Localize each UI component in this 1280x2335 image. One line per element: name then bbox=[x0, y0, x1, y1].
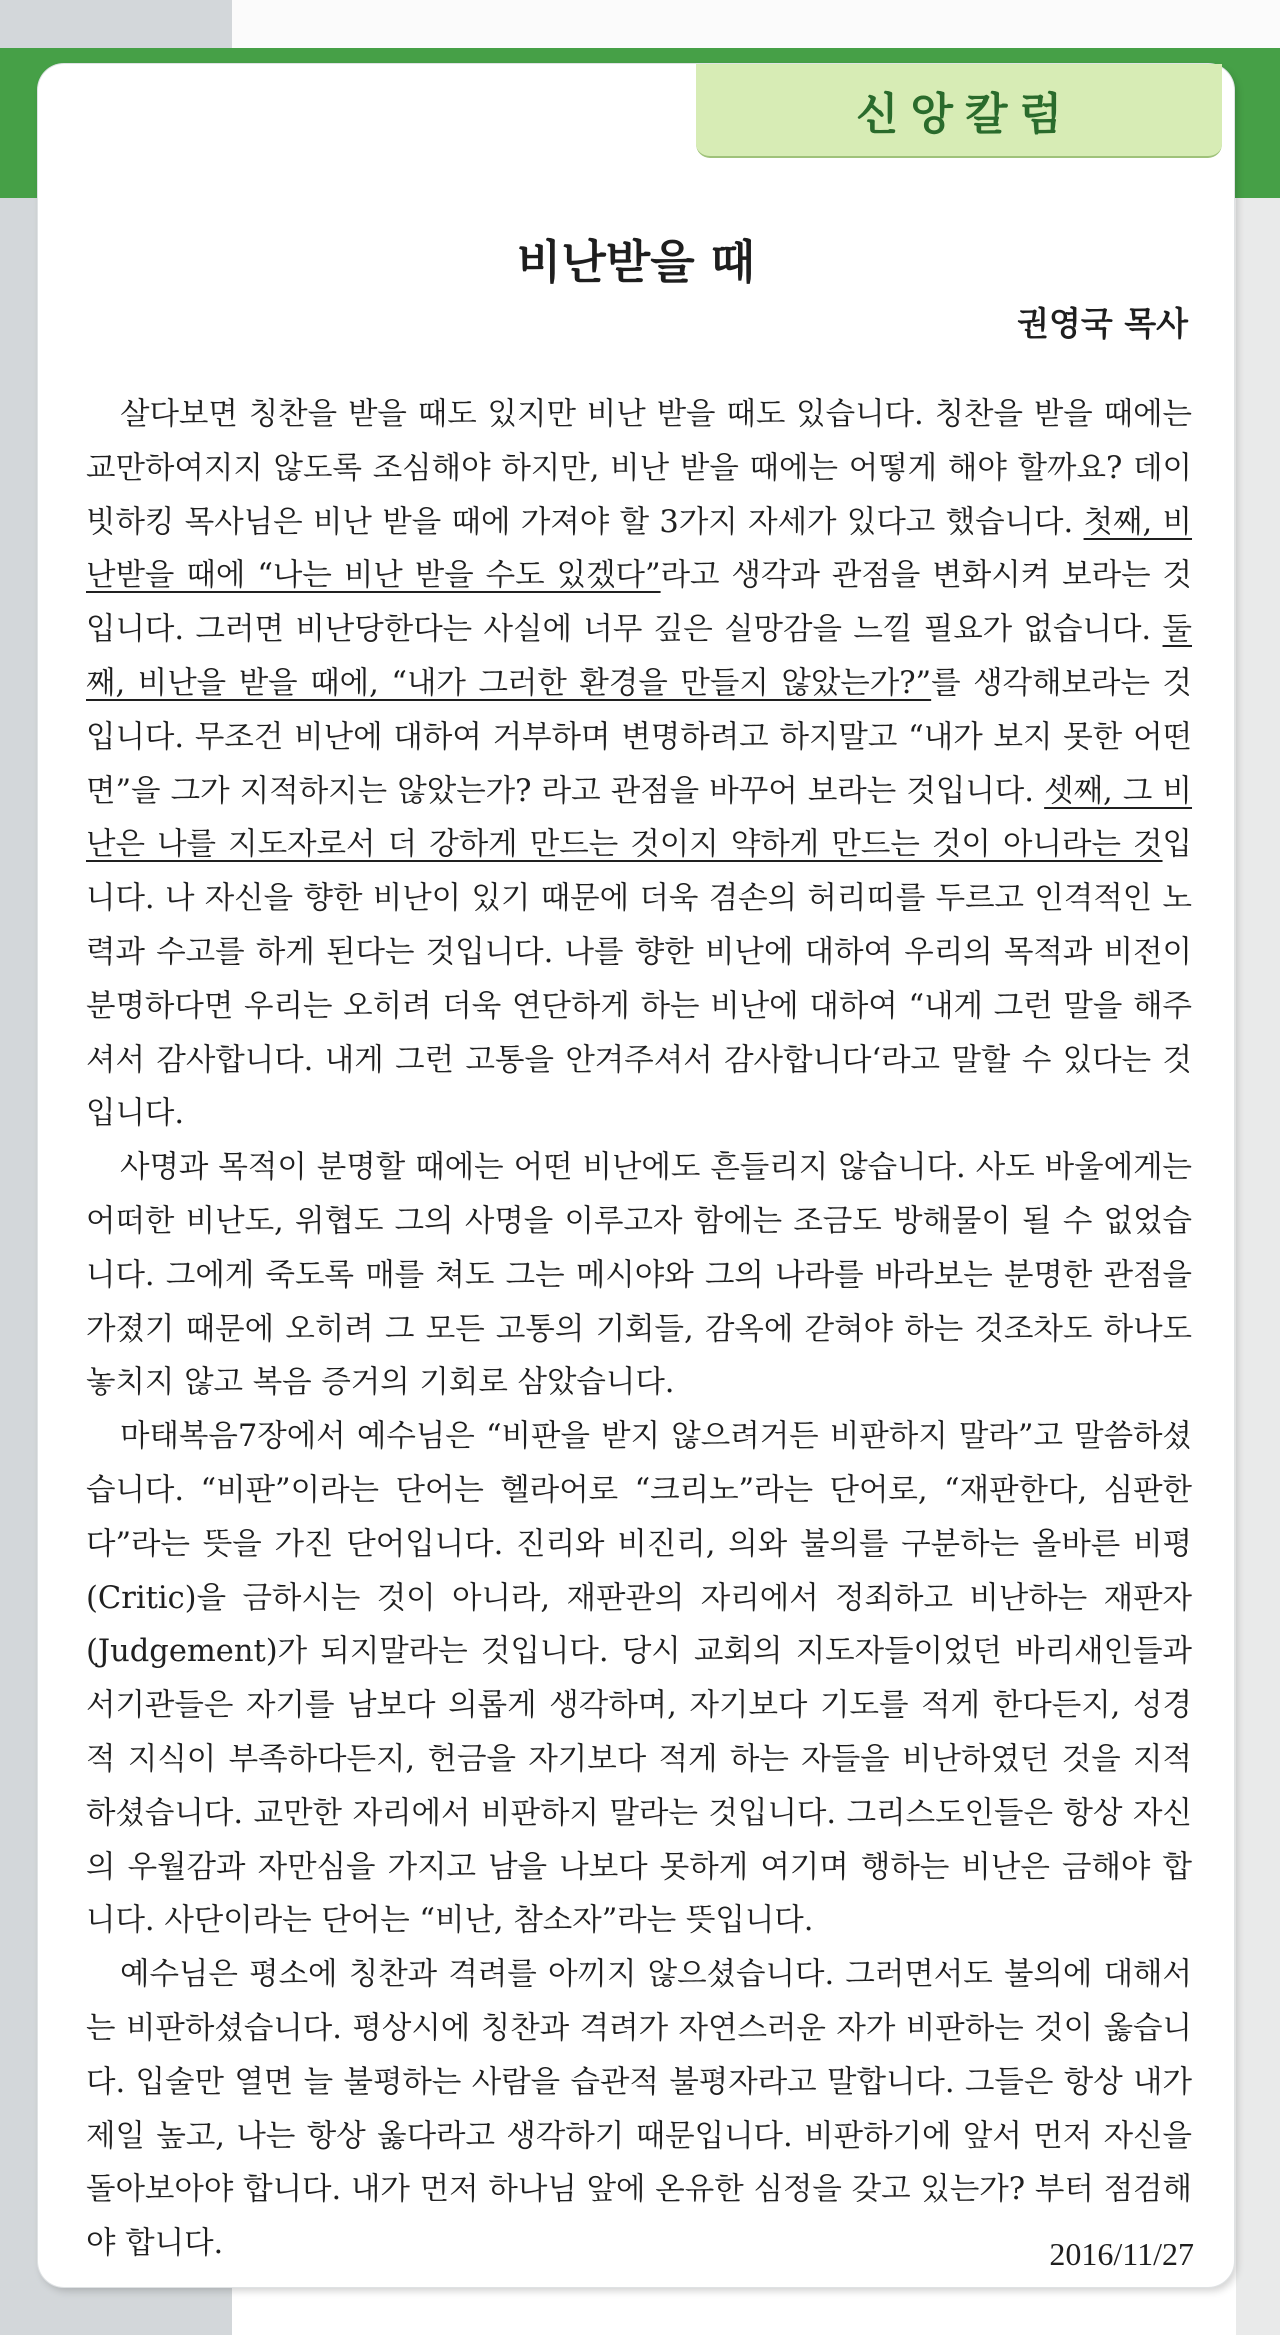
paragraph-1 bbox=[86, 388, 1192, 1141]
section-tab-label: 신앙칼럼 bbox=[855, 89, 1074, 140]
underlined-point-1: 첫째, 비난받을 때에 “나는 비난 받을 수도 있겠다” bbox=[86, 504, 1193, 594]
article-date: 2016/11/27 bbox=[1049, 2236, 1194, 2272]
article-body bbox=[86, 388, 1192, 2271]
paragraph-4: 예수님은 평소에 칭찬과 격려를 아끼지 않으셨습니다. 그러면서도 불의에 대해서는 비판하셨습니다. 평상시에 칭찬과 격려가 자연스러운 자가 비판하는 것이 옳습니다. 입술만 열면 늘 불평하는 사람을 습관적 불평자라고 말합니다. 그들은 항상 내가 제일 높고, 나는 항상 옳다라고 생각하기 때문입니다. 비판하기에 앞서 먼저 자신을 돌아보아야 합니다. 내가 먼저 하나님 앞에 온유한 심정을 갖고 있는가? 부터 점검해야 합니다. bbox=[86, 1957, 1192, 2262]
paragraph-1-text-4: 입니다. 나 자신을 향한 비난이 있기 때문에 더욱 겸손의 허리띠를 두르고 인격적인 노력과 수고를 하게 된다는 것입니다. 나를 향한 비난에 대하여 우리의 목적과 비전이 분명하다면 우리는 오히려 더욱 연단하게 하는 비난에 대하여 “내게 그런 말을 해주셔서 감사합니다. 내게 그런 고통을 안겨주셔서 감사합니다‘라고 말할 수 있다는 것입니다. bbox=[86, 827, 1192, 1132]
underlined-point-2: 둘째, 비난을 받을 때에, “내가 그러한 환경을 만들지 않았는가?” bbox=[86, 612, 1192, 701]
paragraph-1-text-2: 라고 생각과 관점을 변화시켜 보라는 것입니다. 그러면 비난당한다는 사실에 너무 깊은 실망감을 느낄 필요가 없습니다. bbox=[86, 558, 1192, 648]
paragraph-2: 사명과 목적이 분명할 때에는 어떤 비난에도 흔들리지 않습니다. 사도 바울에게는 어떠한 비난도, 위협도 그의 사명을 이루고자 함에는 조금도 방해물이 될 수 없었습니다. 그에게 죽도록 매를 쳐도 그는 메시야와 그의 나라를 바라보는 분명한 관점을 가졌기 때문에 오히려 그 모든 고통의 기회들, 감옥에 갇혀야 하는 것조차도 하나도 놓치지 않고 복음 증거의 기회로 삼았습니다. bbox=[86, 1150, 1192, 1401]
underlined-point-3: 셋째, 그 비난은 나를 지도자로서 더 강하게 만드는 것이지 약하게 만드는 것이 아니라는 것 bbox=[86, 773, 1193, 863]
section-tab bbox=[696, 64, 1222, 158]
paragraph-1-text-3: 를 생각해보라는 것입니다. 무조건 비난에 대하여 거부하며 변명하려고 하지말고 “내가 보지 못한 어떤 면”을 그가 지적하지는 않았는가? 라고 관점을 바꾸어 보라는 것입니다. bbox=[86, 665, 1193, 809]
paragraph-3: 마태복음7장에서 예수님은 “비판을 받지 않으려거든 비판하지 말라”고 말씀하셨습니다. “비판”이라는 단어는 헬라어로 “크리노”라는 단어로, “재판한다, 심판한다”라는 뜻을 가진 단어입니다. 진리와 비진리, 의와 불의를 구분하는 올바른 비평(Critic)을 금하시는 것이 아니라, 재판관의 자리에서 정죄하고 비난하는 재판자(Judgement)가 되지말라는 것입니다. 당시 교회의 지도자들이었던 바리새인들과 서기관들은 자기를 남보다 의롭게 생각하며, 자기보다 기도를 적게 한다든지, 성경적 지식이 부족하다든지, 헌금을 자기보다 적게 하는 자들을 비난하였던 것을 지적하셨습니다. 교만한 자리에서 비판하지 말라는 것입니다. 그리스도인들은 항상 자신의 우월감과 자만심을 가지고 남을 나보다 못하게 여기며 행하는 비난은 금해야 합니다. 사단이라는 단어는 “비난, 참소자”라는 뜻입니다. bbox=[86, 1419, 1192, 1939]
top-page-margin bbox=[232, 0, 1280, 48]
right-gray-margin bbox=[1236, 198, 1280, 2335]
paragraph-1-text-1: 살다보면 칭찬을 받을 때도 있지만 비난 받을 때도 있습니다. 칭찬을 받을 때에는 교만하여지지 않도록 조심해야 하지만, 비난 받을 때에는 어떻게 해야 할까요? 데이빗하킹 목사님은 비난 받을 때에 가져야 할 3가지 자세가 있다고 했습니다. bbox=[86, 397, 1192, 540]
article-author: 권영국 목사 bbox=[1017, 304, 1188, 343]
article-title: 비난받을 때 bbox=[516, 235, 756, 289]
